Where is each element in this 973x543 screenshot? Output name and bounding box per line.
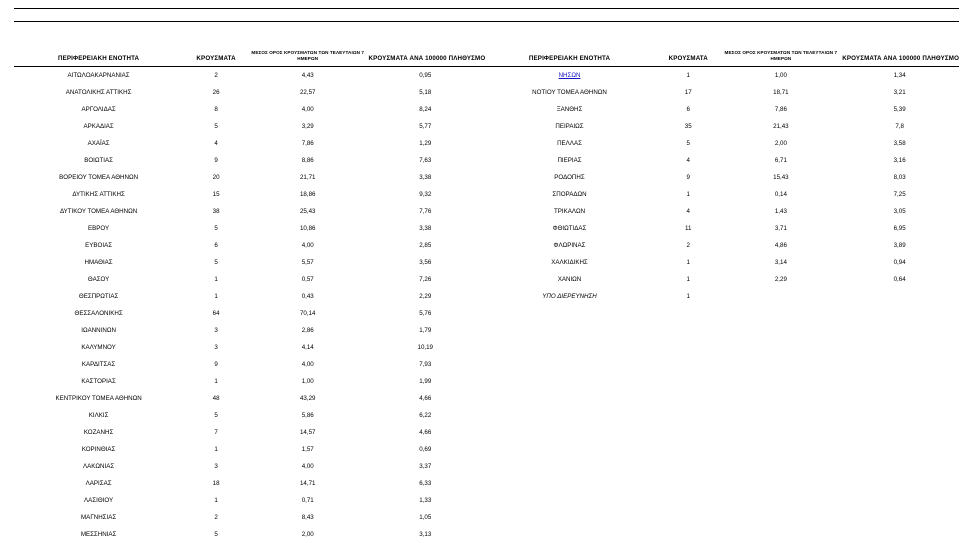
- table-row: [14, 356, 484, 373]
- avg7-value: 0,57: [301, 275, 314, 283]
- column-header-per100k: ΚΡΟΥΣΜΑΤΑ ΑΝΑ 100000 ΠΛΗΘΥΣΜΟ: [366, 50, 484, 67]
- per100k-value: 0,69: [419, 445, 432, 453]
- cases-value: 2: [214, 71, 218, 79]
- per100k-value: 1,05: [419, 513, 432, 521]
- cases-value: 26: [212, 88, 220, 96]
- per100k-value: 3,37: [419, 462, 432, 470]
- region-name: ΘΕΣΣΑΛΟΝΙΚΗΣ: [74, 309, 123, 317]
- per100k-value: 7,25: [893, 190, 906, 198]
- cases-value: 1: [686, 71, 690, 79]
- avg7-value: 4,00: [301, 105, 314, 113]
- region-name: ΦΛΩΡΙΝΑΣ: [553, 241, 586, 249]
- avg7-value: 4,14: [301, 343, 314, 351]
- table-row: [14, 339, 484, 356]
- table-row: [14, 67, 484, 85]
- cases-value: 7: [214, 428, 218, 436]
- avg7-value: 0,14: [774, 190, 787, 198]
- avg7-value: 18,71: [773, 88, 789, 96]
- avg7-value: 43,29: [299, 394, 316, 402]
- avg7-value: 0,43: [301, 292, 314, 300]
- table-row: [14, 254, 484, 271]
- cases-value: 4: [686, 207, 690, 215]
- region-name: ΒΟΡΕΙΟΥ ΤΟΜΕΑ ΑΘΗΝΩΝ: [59, 173, 139, 181]
- cases-value: 1: [214, 292, 218, 300]
- table-row: [484, 271, 959, 288]
- region-name: ΑΡΓΟΛΙΔΑΣ: [81, 105, 116, 113]
- table-row: [14, 186, 484, 203]
- table-row: [484, 118, 959, 135]
- table-row: [484, 288, 959, 305]
- per100k-value: 6,33: [419, 479, 432, 487]
- column-header-cases: ΚΡΟΥΣΜΑΤΑ: [655, 50, 722, 67]
- region-name: ΧΑΛΚΙΔΙΚΗΣ: [551, 258, 588, 266]
- per100k-value: 7,8: [895, 122, 904, 130]
- cases-value: 64: [212, 309, 220, 317]
- avg7-value: 2,86: [301, 326, 314, 334]
- table-row: [14, 84, 484, 101]
- per100k-value: 4,66: [419, 394, 432, 402]
- avg7-value: 4,00: [301, 241, 314, 249]
- region-name-link[interactable]: [484, 67, 655, 85]
- avg7-value: 1,00: [301, 377, 314, 385]
- table-row: [14, 492, 484, 509]
- region-name: ΚΑΛΥΜΝΟΥ: [81, 343, 116, 351]
- table-row: [14, 526, 484, 543]
- avg7-value: 5,57: [301, 258, 314, 266]
- avg7-value: 15,43: [773, 173, 789, 181]
- cases-value: 5: [214, 258, 218, 266]
- column-header-avg7: ΜΕΣΟΣ ΟΡΟΣ ΚΡΟΥΣΜΑΤΩΝ ΤΩΝ ΤΕΛΕΥΤΑΙΩΝ 7 ΗΜΕΡΩΝ: [249, 50, 367, 67]
- per100k-value: 3,38: [419, 173, 432, 181]
- table-row: [484, 237, 959, 254]
- tables-container: [14, 50, 959, 543]
- per100k-value: 7,76: [419, 207, 432, 215]
- per100k-value: 6,22: [419, 411, 432, 419]
- per100k-value: 4,66: [419, 428, 432, 436]
- avg7-value: 6,71: [774, 156, 787, 164]
- region-name: ΔΥΤΙΚΗΣ ΑΤΤΙΚΗΣ: [72, 190, 125, 198]
- avg7-value: 1,43: [774, 207, 787, 215]
- table-row: [14, 220, 484, 237]
- avg7-value: 3,71: [774, 224, 787, 232]
- per100k-value: 3,16: [893, 156, 906, 164]
- table-row: [484, 135, 959, 152]
- per100k-value: 1,79: [419, 326, 432, 334]
- table-row: [484, 220, 959, 237]
- cases-value: 5: [214, 122, 218, 130]
- per100k-value: 3,21: [893, 88, 906, 96]
- per100k-value: 3,89: [893, 241, 906, 249]
- cases-value: 48: [212, 394, 220, 402]
- cases-value: 1: [686, 292, 690, 300]
- table-row: [484, 152, 959, 169]
- table-row: [14, 475, 484, 492]
- region-name: ΚΟΖΑΝΗΣ: [83, 428, 114, 436]
- per100k-value: 1,29: [419, 139, 432, 147]
- per100k-value: 1,33: [419, 496, 432, 504]
- region-name: ΚΙΛΚΙΣ: [88, 411, 109, 419]
- table-row: [14, 288, 484, 305]
- table-row: [484, 101, 959, 118]
- region-name: ΛΑΡΙΣΑΣ: [85, 479, 112, 487]
- per100k-value: 0,95: [419, 71, 432, 79]
- avg7-value: 4,00: [301, 360, 314, 368]
- cases-value: 6: [214, 241, 218, 249]
- region-name: ΚΕΝΤΡΙΚΟΥ ΤΟΜΕΑ ΑΘΗΝΩΝ: [55, 394, 142, 402]
- region-name: ΥΠΟ ΔΙΕΡΕΥΝΗΣΗ: [542, 292, 597, 300]
- cases-value: 3: [214, 343, 218, 351]
- avg7-value: 3,29: [301, 122, 314, 130]
- region-name: ΠΕΙΡΑΙΩΣ: [555, 122, 584, 130]
- per100k-value: 1,99: [419, 377, 432, 385]
- cases-value: 18: [212, 479, 220, 487]
- avg7-value: 1,57: [301, 445, 314, 453]
- table-row: [14, 390, 484, 407]
- region-name: ΕΒΡΟΥ: [88, 224, 110, 232]
- region-name: ΑΡΚΑΔΙΑΣ: [83, 122, 114, 130]
- avg7-value: 1,00: [774, 71, 787, 79]
- region-name: ΡΟΔΟΠΗΣ: [554, 173, 585, 181]
- avg7-value: 4,43: [301, 71, 314, 79]
- table-row: [14, 203, 484, 220]
- cases-value: 4: [686, 156, 690, 164]
- table-row: [14, 271, 484, 288]
- column-header-cases: ΚΡΟΥΣΜΑΤΑ: [183, 50, 249, 67]
- region-name: ΜΑΓΝΗΣΙΑΣ: [81, 513, 117, 521]
- cases-value: 1: [686, 275, 690, 283]
- table-row: [14, 135, 484, 152]
- avg7-value: 8,86: [301, 156, 314, 164]
- table-header-row: [14, 50, 484, 67]
- per100k-value: 5,18: [419, 88, 432, 96]
- cases-value: 3: [214, 462, 218, 470]
- table-header-row: [484, 50, 959, 67]
- column-header-per100k: ΚΡΟΥΣΜΑΤΑ ΑΝΑ 100000 ΠΛΗΘΥΣΜΟ: [840, 50, 959, 67]
- per100k-value: 7,93: [419, 360, 432, 368]
- region-name: ΕΥΒΟΙΑΣ: [85, 241, 113, 249]
- table-row: [14, 101, 484, 118]
- avg7-value: 70,14: [299, 309, 316, 317]
- avg7-value: 3,14: [774, 258, 787, 266]
- avg7-value: 21,43: [773, 122, 789, 130]
- per100k-value: 6,95: [893, 224, 906, 232]
- table-row: [14, 169, 484, 186]
- column-header-avg7: ΜΕΣΟΣ ΟΡΟΣ ΚΡΟΥΣΜΑΤΩΝ ΤΩΝ ΤΕΛΕΥΤΑΙΩΝ 7 ΗΜΕΡΩΝ: [722, 50, 841, 67]
- table-row: [484, 169, 959, 186]
- cases-value: 2: [686, 241, 690, 249]
- region-name: ΚΟΡΙΝΘΙΑΣ: [81, 445, 116, 453]
- per100k-value: 1,34: [893, 71, 906, 79]
- region-name: ΗΜΑΘΙΑΣ: [84, 258, 113, 266]
- region-name: ΘΑΣΟΥ: [87, 275, 110, 283]
- region-name: ΦΘΙΩΤΙΔΑΣ: [552, 224, 587, 232]
- avg7-value: [722, 288, 841, 305]
- region-name: ΠΕΛΛΑΣ: [557, 139, 582, 147]
- cases-value: 3: [214, 326, 218, 334]
- per100k-value: 5,77: [419, 122, 432, 130]
- region-link-text[interactable]: ΝΗΣΩΝ: [558, 71, 581, 79]
- per100k-value: 0,64: [893, 275, 906, 283]
- cases-value: 5: [214, 224, 218, 232]
- cases-value: 2: [214, 513, 218, 521]
- region-name: ΚΑΡΔΙΤΣΑΣ: [81, 360, 116, 368]
- table-row: [14, 152, 484, 169]
- avg7-value: 2,00: [774, 139, 787, 147]
- table-row: [14, 373, 484, 390]
- per100k-value: 0,94: [893, 258, 906, 266]
- left-table-body: [14, 67, 484, 543]
- avg7-value: 8,43: [301, 513, 314, 521]
- top-divider-2: [14, 21, 959, 22]
- table-row: [14, 237, 484, 254]
- per100k-value: 3,38: [419, 224, 432, 232]
- table-row: [14, 305, 484, 322]
- cases-value: 11: [685, 224, 692, 232]
- table-row: [484, 203, 959, 220]
- avg7-value: 5,86: [301, 411, 314, 419]
- per100k-value: [840, 288, 959, 305]
- cases-value: 4: [214, 139, 218, 147]
- cases-value: 1: [686, 258, 690, 266]
- table-row: [14, 322, 484, 339]
- cases-value: 1: [214, 377, 218, 385]
- cases-value: 17: [684, 88, 692, 96]
- region-name: ΧΑΝΙΩΝ: [557, 275, 582, 283]
- per100k-value: 8,24: [419, 105, 432, 113]
- avg7-value: 21,71: [299, 173, 316, 181]
- region-name: ΚΑΣΤΟΡΙΑΣ: [81, 377, 116, 385]
- region-name: ΑΙΤΩΛΟΑΚΑΡΝΑΝΙΑΣ: [67, 71, 130, 79]
- cases-value: 8: [214, 105, 218, 113]
- per100k-value: 2,85: [419, 241, 432, 249]
- table-row: [14, 509, 484, 526]
- cases-value: 9: [214, 156, 218, 164]
- region-name: ΙΩΑΝΝΙΝΩΝ: [81, 326, 116, 334]
- per100k-value: 3,05: [893, 207, 906, 215]
- per100k-value: 5,39: [893, 105, 906, 113]
- cases-value: 9: [686, 173, 690, 181]
- region-name: ΛΑΚΩΝΙΑΣ: [83, 462, 115, 470]
- top-divider-1: [14, 8, 959, 9]
- per100k-value: 10,19: [417, 343, 433, 351]
- avg7-value: 25,43: [299, 207, 316, 215]
- table-row: [484, 254, 959, 271]
- avg7-value: 4,00: [301, 462, 314, 470]
- table-row: [14, 424, 484, 441]
- per100k-value: 5,76: [419, 309, 432, 317]
- per100k-value: 3,58: [893, 139, 906, 147]
- cases-value: 5: [686, 139, 690, 147]
- cases-value: 35: [684, 122, 692, 130]
- region-name: ΑΝΑΤΟΛΙΚΗΣ ΑΤΤΙΚΗΣ: [65, 88, 132, 96]
- left-region-table: [14, 50, 484, 543]
- cases-value: 1: [214, 275, 218, 283]
- region-name: ΘΕΣΠΡΩΤΙΑΣ: [78, 292, 119, 300]
- right-table-body: [484, 67, 959, 306]
- cases-value: 15: [212, 190, 220, 198]
- per100k-value: 3,13: [419, 530, 432, 538]
- avg7-value: 14,71: [299, 479, 316, 487]
- per100k-value: 8,03: [893, 173, 906, 181]
- cases-value: 38: [212, 207, 220, 215]
- region-name: ΛΑΣΙΘΙΟΥ: [84, 496, 114, 504]
- table-row: [484, 67, 959, 85]
- cases-value: 5: [214, 530, 218, 538]
- avg7-value: 2,00: [301, 530, 314, 538]
- region-name: ΞΑΝΘΗΣ: [556, 105, 583, 113]
- avg7-value: 18,86: [299, 190, 316, 198]
- cases-value: 9: [214, 360, 218, 368]
- table-row: [14, 458, 484, 475]
- per100k-value: 9,32: [419, 190, 432, 198]
- right-region-table: [484, 50, 959, 305]
- region-name: ΜΕΣΣΗΝΙΑΣ: [80, 530, 117, 538]
- region-name: ΣΠΟΡΑΔΩΝ: [552, 190, 587, 198]
- table-row: [14, 441, 484, 458]
- avg7-value: 0,71: [301, 496, 314, 504]
- column-header-region: ΠΕΡΙΦΕΡΕΙΑΚΗ ΕΝΟΤΗΤΑ: [484, 50, 655, 67]
- per100k-value: 2,29: [419, 292, 432, 300]
- cases-value: 6: [686, 105, 690, 113]
- per100k-value: 7,26: [419, 275, 432, 283]
- avg7-value: 10,86: [299, 224, 316, 232]
- avg7-value: 2,29: [774, 275, 787, 283]
- document-page: [0, 8, 973, 538]
- cases-value: 20: [212, 173, 220, 181]
- region-name: ΠΙΕΡΙΑΣ: [557, 156, 582, 164]
- per100k-value: 3,56: [419, 258, 432, 266]
- region-name: ΤΡΙΚΑΛΩΝ: [553, 207, 586, 215]
- avg7-value: 7,86: [301, 139, 314, 147]
- cases-value: 1: [214, 496, 218, 504]
- region-name: ΒΟΙΩΤΙΑΣ: [84, 156, 113, 164]
- table-row: [14, 407, 484, 424]
- cases-value: 1: [686, 190, 690, 198]
- avg7-value: 7,86: [774, 105, 787, 113]
- region-name: ΝΟΤΙΟΥ ΤΟΜΕΑ ΑΘΗΝΩΝ: [532, 88, 607, 96]
- cases-value: 1: [214, 445, 218, 453]
- avg7-value: 4,86: [774, 241, 787, 249]
- region-name: ΔΥΤΙΚΟΥ ΤΟΜΕΑ ΑΘΗΝΩΝ: [59, 207, 138, 215]
- column-header-region: ΠΕΡΙΦΕΡΕΙΑΚΗ ΕΝΟΤΗΤΑ: [14, 50, 183, 67]
- cases-value: 5: [214, 411, 218, 419]
- region-name: ΑΧΑΪΑΣ: [87, 139, 110, 147]
- table-row: [14, 118, 484, 135]
- table-row: [484, 186, 959, 203]
- per100k-value: 7,63: [419, 156, 432, 164]
- avg7-value: 22,57: [299, 88, 316, 96]
- table-row: [484, 84, 959, 101]
- avg7-value: 14,57: [299, 428, 316, 436]
